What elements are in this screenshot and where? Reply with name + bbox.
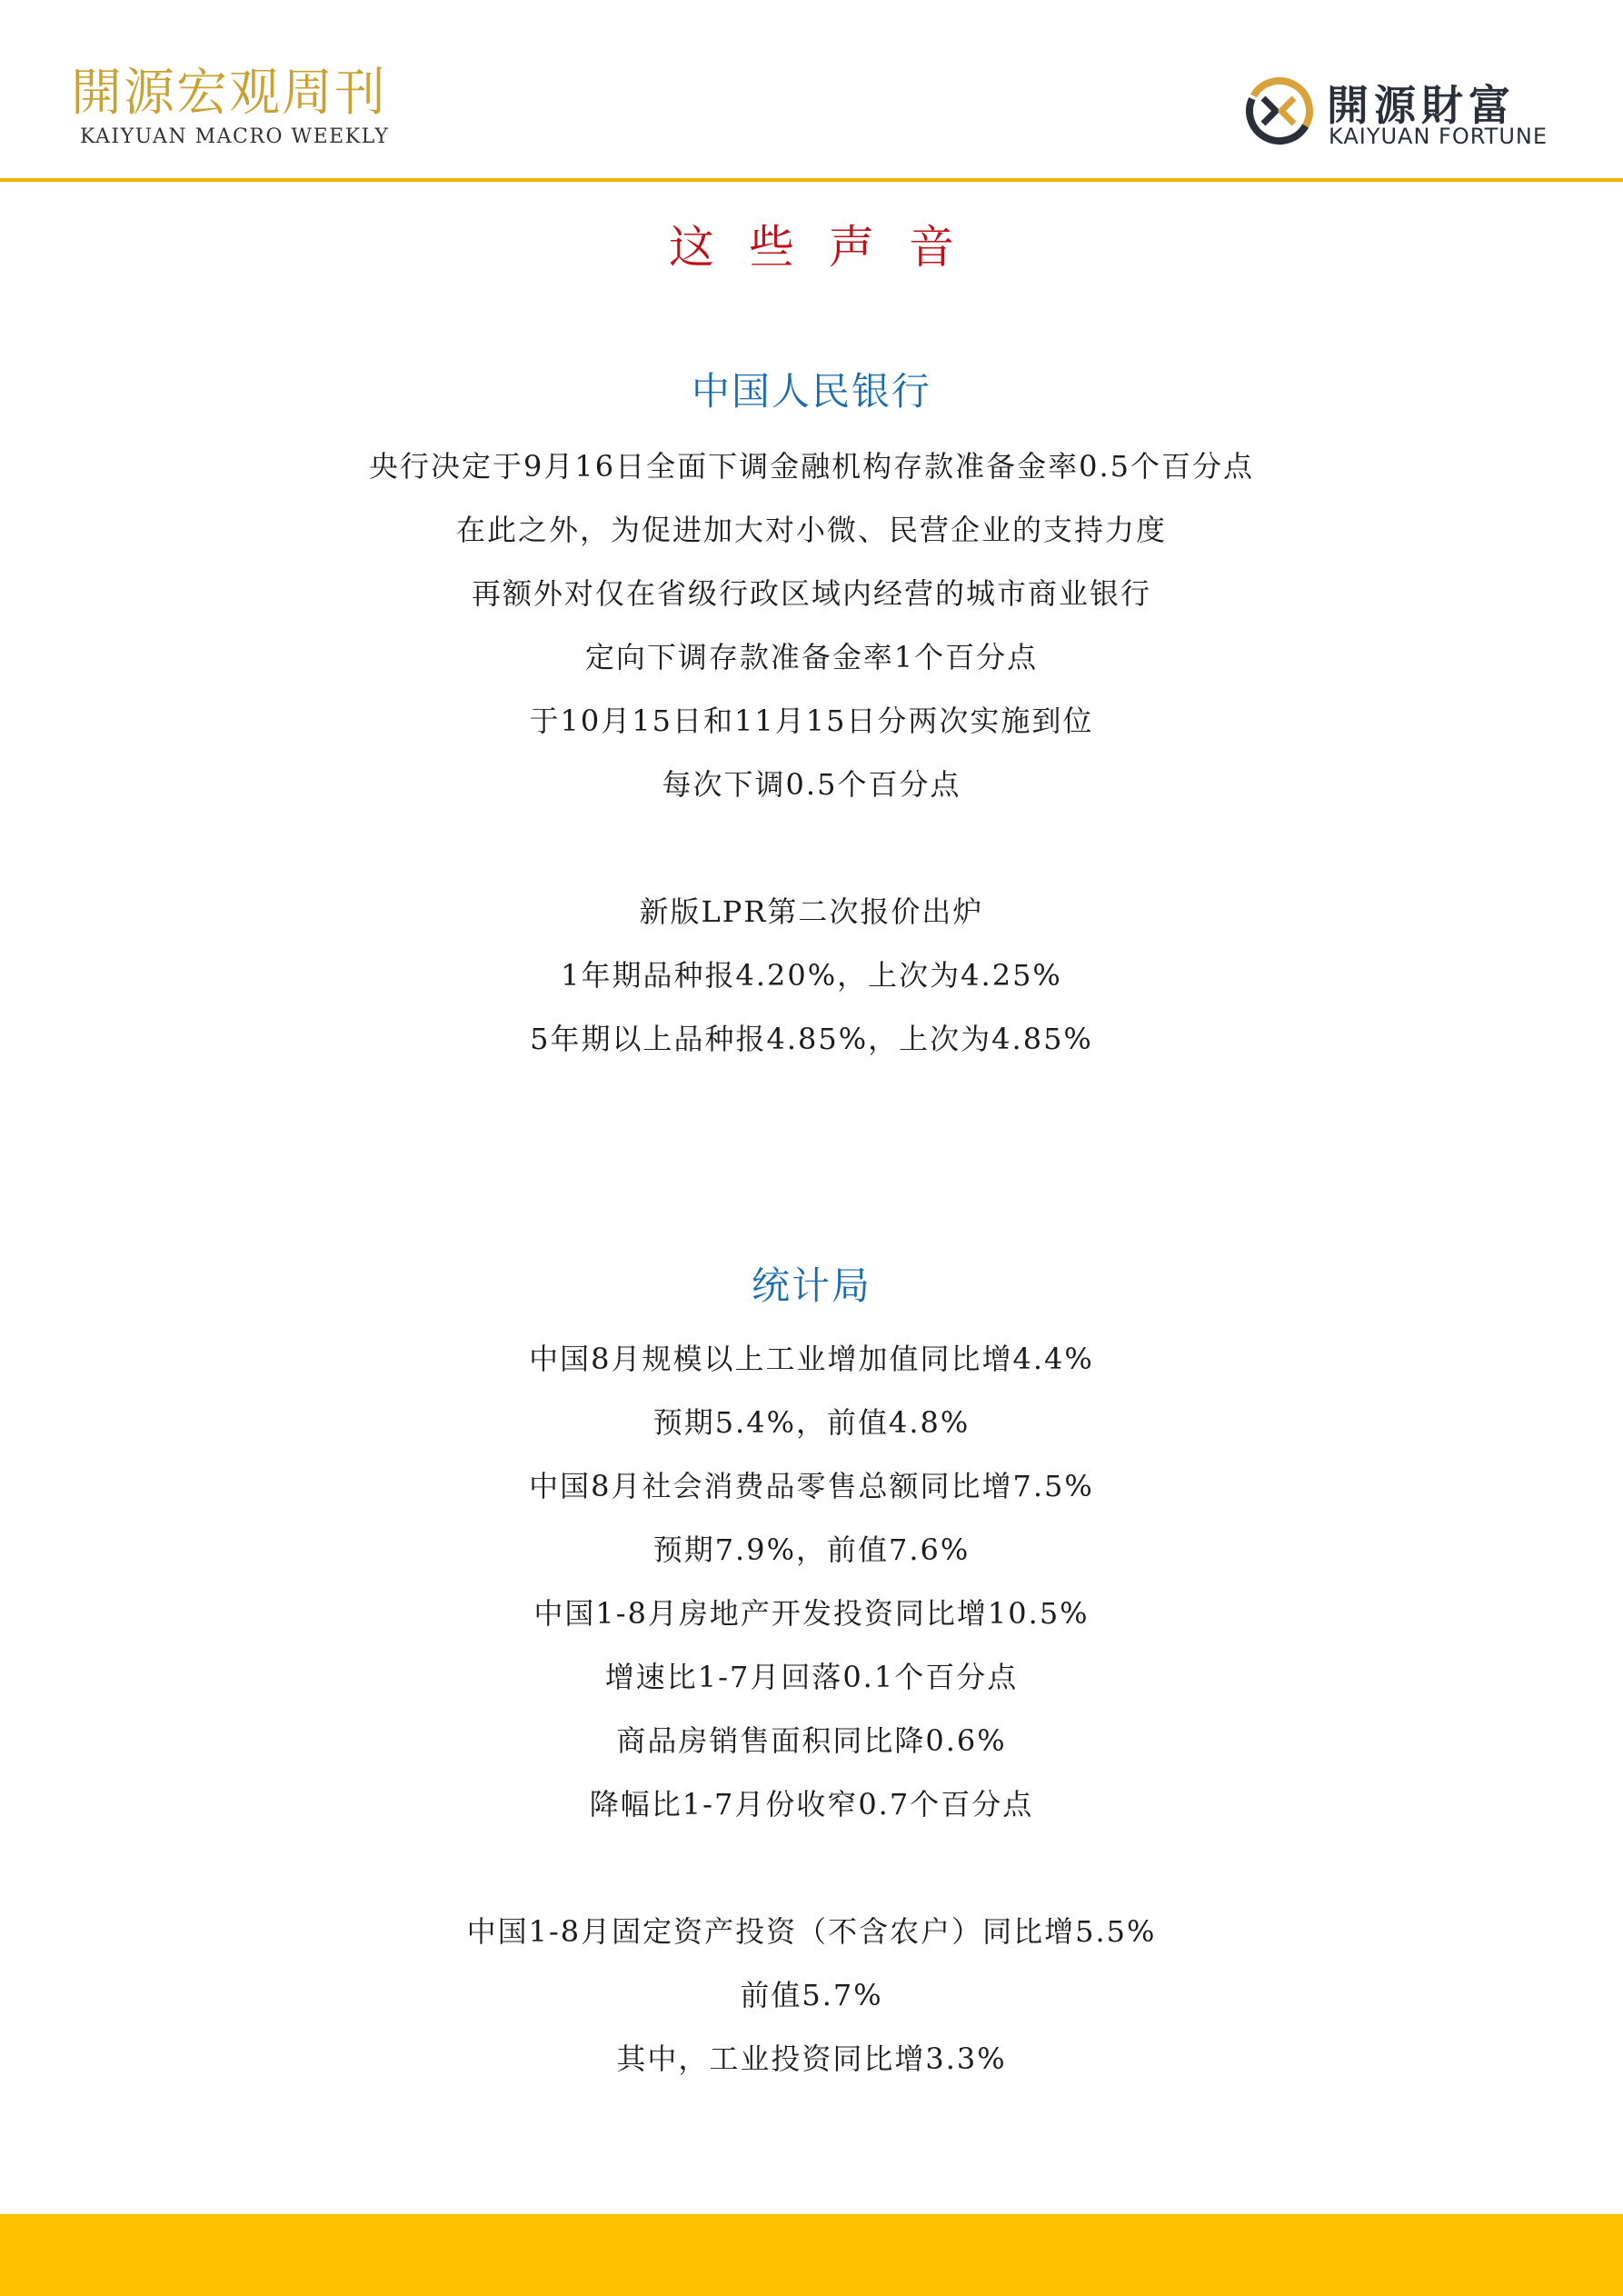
nbs-line: 增速比1-7月回落0.1个百分点 (604, 1660, 1019, 1694)
company-logo (1243, 73, 1561, 164)
section-title-pboc: 中国人民银行 (691, 369, 931, 414)
nbs-line: 中国1-8月房地产开发投资同比增10.5% (533, 1596, 1090, 1631)
pboc-line: 再额外对仅在省级行政区域内经营的城市商业银行 (471, 576, 1151, 611)
footer-band (0, 2214, 1623, 2296)
section-title-nbs: 统计局 (751, 1263, 871, 1308)
pboc-line: 定向下调存款准备金率1个百分点 (584, 640, 1039, 674)
pboc-line: 每次下调0.5个百分点 (662, 767, 961, 802)
nbs-line: 前值5.7% (740, 1978, 883, 2012)
nbs-line: 商品房销售面积同比降0.6% (616, 1723, 1007, 1758)
logo-name-en: KAIYUAN FORTUNE (1329, 124, 1548, 149)
nbs-line: 中国8月规模以上工业增加值同比增4.4% (529, 1342, 1094, 1376)
publication-subtitle: KAIYUAN MACRO WEEKLY (80, 125, 390, 148)
nbs-line: 中国1-8月固定资产投资（不含农户）同比增5.5% (466, 1914, 1157, 1949)
nbs-line: 降幅比1-7月份收窄0.7个百分点 (589, 1787, 1034, 1822)
header-divider (0, 178, 1623, 182)
lpr-line: 5年期以上品种报4.85%，上次为4.85% (530, 1022, 1093, 1056)
lpr-line: 新版LPR第二次报价出炉 (639, 894, 984, 929)
nbs-line: 其中，工业投资同比增3.3% (616, 2041, 1007, 2076)
nbs-line: 预期7.9%，前值7.6% (652, 1532, 971, 1567)
pboc-line: 央行决定于9月16日全面下调金融机构存款准备金率0.5个百分点 (369, 449, 1254, 484)
pboc-line: 于10月15日和11月15日分两次实施到位 (529, 704, 1094, 738)
kaiyuan-logo-icon (1243, 75, 1316, 147)
nbs-line: 预期5.4%，前值4.8% (652, 1405, 971, 1440)
pboc-line: 在此之外，为促进加大对小微、民营企业的支持力度 (455, 513, 1167, 547)
lpr-line: 1年期品种报4.20%，上次为4.25% (561, 958, 1062, 993)
logo-name-cn: 開源財富 (1327, 81, 1516, 130)
page-header (0, 0, 1623, 182)
page-title: 这些声音 (669, 221, 989, 274)
nbs-line: 中国8月社会消费品零售总额同比增7.5% (529, 1469, 1094, 1503)
publication-title: 開源宏观周刊 (71, 64, 387, 123)
